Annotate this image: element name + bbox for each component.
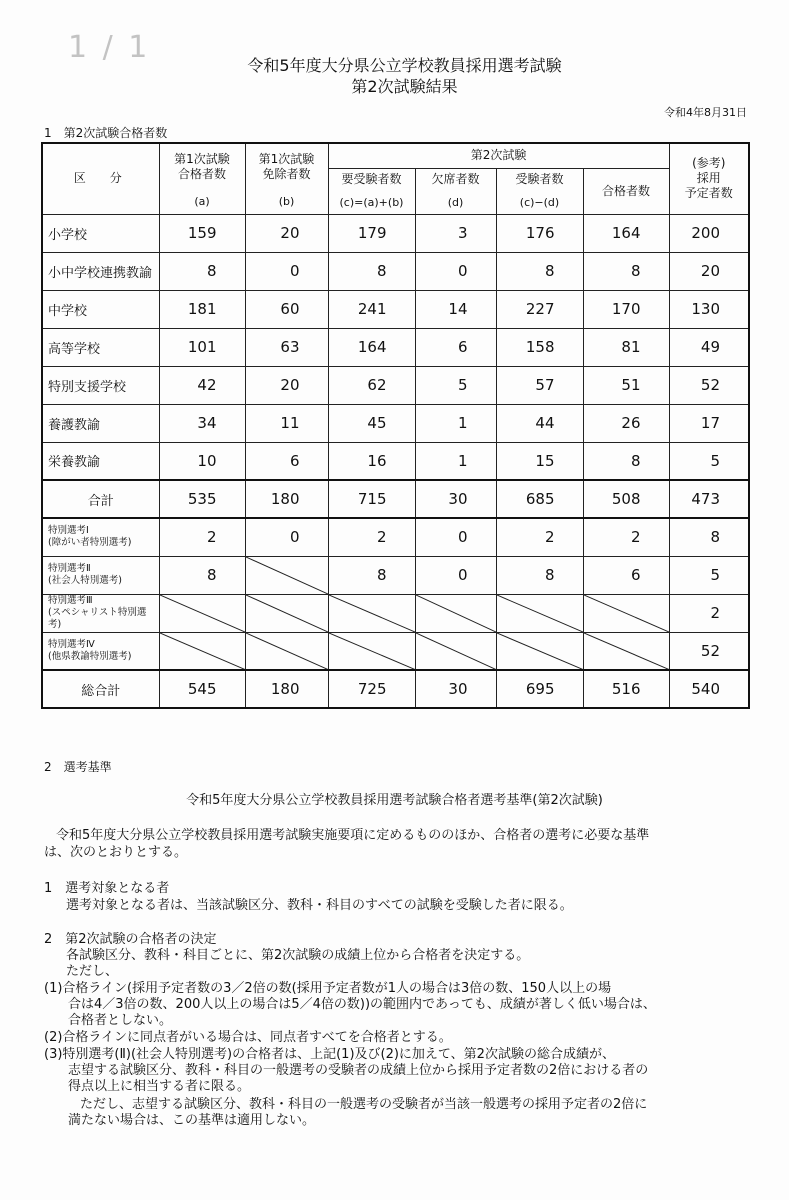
special-name [42,594,159,632]
diagonal-line [416,595,496,632]
cell-d: 3 [415,214,496,252]
cell-b: 0 [245,252,328,290]
item2-tadashi: ただし、 [66,964,119,979]
slash-cell [245,632,328,670]
header-absent-label: 欠席者数 [431,172,480,186]
cell-a: 10 [159,442,245,480]
subtotal-row [42,480,749,518]
diagonal-line [497,595,583,632]
cell-e: 57 [496,366,583,404]
cell-b: 63 [245,328,328,366]
page-counter: 1 / 1 [68,30,151,65]
diagonal-line [160,633,245,670]
cell-e: 8 [496,556,583,594]
slash-cell [415,632,496,670]
sub3-line-2: 志望する試験区分、教科・科目の一般選考の受験者の成績上位から採用予定者数の2倍における者の [68,1063,649,1078]
cell-a: 8 [159,252,245,290]
slash-cell [415,594,496,632]
cell-d: 0 [415,252,496,290]
cell-f: 8 [583,442,669,480]
sub3-line-4: ただし、志望する試験区分、教科・科目の一般選考の受験者が当該一般選考の採用予定者の2倍に [80,1097,648,1112]
cell-a: 2 [159,518,245,556]
header-absent [415,168,496,214]
row-name: 中学校 [42,290,159,328]
slash-cell [328,594,415,632]
header-kubun: 区 分 [42,143,159,214]
cell-b: 11 [245,404,328,442]
sub2-line: (2)合格ラインに同点者がいる場合は、同点者すべてを合格者とする。 [44,1030,452,1045]
cell-f: 2 [583,518,669,556]
item2-heading: 2 第2次試験の合格者の決定 [44,932,217,947]
header-took-sub: (c)−(d) [519,196,560,209]
special-name-main: 特別選考Ⅱ [48,563,91,574]
row-name: 栄養教諭 [42,442,159,480]
header-first-pass-sub: (a) [194,195,210,208]
cell-d: 1 [415,442,496,480]
special-name-note: (他県教諭特別選考) [48,650,132,662]
diagonal-line [246,633,328,670]
header-exempt-label: 第1次試験 免除者数 [258,152,315,181]
special-row [42,518,749,556]
diagonal-line [246,557,328,594]
cell-g: 20 [669,252,749,290]
table-row [42,252,749,290]
cell-f: 508 [583,480,669,518]
sub1-line-2: 合は4／3倍の数、200人以上の場合は5／4倍の数))の範囲内であっても、成績が著しく低い場合は、 [68,997,656,1012]
sub3-line-5: 満たない場合は、この基準は適用しない。 [68,1113,316,1128]
document-date: 令和4年8月31日 [664,106,747,119]
cell-g: 473 [669,480,749,518]
cell-g: 200 [669,214,749,252]
cell-c: 2 [328,518,415,556]
results-table-container [41,142,748,709]
diagonal-line [329,595,415,632]
cell-c: 8 [328,252,415,290]
section1-heading: 1 第2次試験合格者数 [44,126,168,140]
cell-c: 16 [328,442,415,480]
diagonal-line [246,595,328,632]
header-took [496,168,583,214]
header-took-label: 受験者数 [515,172,564,186]
section2-heading: 2 選考基準 [44,760,112,774]
intro-line-1: 令和5年度大分県公立学校教員採用選考試験実施要項に定めるもののほか、合格者の選考に必要な基準 [56,828,650,843]
cell-d: 1 [415,404,496,442]
special-name-note: (障がい者特別選考) [48,537,132,549]
header-second-exam: 第2次試験 [328,143,669,168]
cell-e: 8 [496,252,583,290]
slash-cell [159,594,245,632]
cell-g: 49 [669,328,749,366]
cell-g: 130 [669,290,749,328]
cell-f: 81 [583,328,669,366]
cell-g: 5 [669,442,749,480]
diagonal-line [497,633,583,670]
table-row [42,290,749,328]
header-passed: 合格者数 [583,168,669,214]
cell-f: 26 [583,404,669,442]
sub1-line-3: 合格者としない。 [68,1013,173,1028]
cell-g: 2 [669,594,749,632]
cell-e: 695 [496,670,583,708]
cell-b: 20 [245,214,328,252]
cell-b: 0 [245,518,328,556]
cell-e: 227 [496,290,583,328]
row-name: 養護教諭 [42,404,159,442]
diagonal-line [584,595,669,632]
item1-body: 選考対象となる者は、当該試験区分、教科・科目のすべての試験を受験した者に限る。 [66,898,573,913]
cell-d: 14 [415,290,496,328]
cell-b: 20 [245,366,328,404]
cell-a: 181 [159,290,245,328]
special-name-main: 特別選考Ⅲ [48,595,93,606]
special-name [42,556,159,594]
cell-c: 62 [328,366,415,404]
special-name [42,632,159,670]
cell-g: 17 [669,404,749,442]
cell-g: 540 [669,670,749,708]
subtotal-label: 合計 [42,480,159,518]
item1-heading: 1 選考対象となる者 [44,881,170,896]
cell-a: 101 [159,328,245,366]
cell-a: 34 [159,404,245,442]
diagonal-line [416,633,496,670]
special-row [42,632,749,670]
cell-d: 6 [415,328,496,366]
cell-e: 685 [496,480,583,518]
row-name: 特別支援学校 [42,366,159,404]
special-row [42,594,749,632]
sub1-line-1: (1)合格ライン(採用予定者数の3／2倍の数(採用予定者数が1人の場合は3倍の数、150人以上の場 [44,981,612,996]
cell-f: 6 [583,556,669,594]
row-name: 高等学校 [42,328,159,366]
header-reference: (参考) 採用 予定者数 [669,143,749,214]
cell-b: 180 [245,670,328,708]
item2-body: 各試験区分、教科・科目ごとに、第2次試験の成績上位から合格者を決定する。 [66,948,530,963]
table-row [42,442,749,480]
header-first-pass-label: 第1次試験 合格者数 [174,152,230,181]
header-required-sub: (c)=(a)+(b) [339,196,404,209]
cell-a: 535 [159,480,245,518]
cell-d: 5 [415,366,496,404]
cell-c: 8 [328,556,415,594]
sub3-line-3: 得点以上に相当する者に限る。 [68,1079,251,1094]
slash-cell [496,594,583,632]
cell-e: 2 [496,518,583,556]
cell-g: 52 [669,632,749,670]
slash-cell [583,594,669,632]
cell-a: 545 [159,670,245,708]
cell-c: 45 [328,404,415,442]
table-row [42,404,749,442]
criteria-title: 令和5年度大分県公立学校教員採用選考試験合格者選考基準(第2次試験) [186,793,603,808]
header-exempt-sub: (b) [278,195,295,208]
header-exempt [245,143,328,214]
cell-e: 176 [496,214,583,252]
cell-g: 52 [669,366,749,404]
header-required-label: 要受験者数 [341,172,402,186]
cell-g: 5 [669,556,749,594]
table-row [42,214,749,252]
sub3-line-1: (3)特別選考(Ⅱ)(社会人特別選考)の合格者は、上記(1)及び(2)に加えて、第2次試験の総合成績が、 [44,1047,615,1062]
cell-c: 241 [328,290,415,328]
slash-cell [245,556,328,594]
row-name: 小学校 [42,214,159,252]
total-label: 総合計 [42,670,159,708]
header-required [328,168,415,214]
cell-f: 516 [583,670,669,708]
cell-d: 30 [415,670,496,708]
slash-cell [583,632,669,670]
cell-c: 715 [328,480,415,518]
header-absent-sub: (d) [447,196,464,209]
cell-b: 6 [245,442,328,480]
slash-cell [328,632,415,670]
diagonal-line [160,595,245,632]
diagonal-line [584,633,669,670]
cell-a: 8 [159,556,245,594]
intro-line-2: は、次のとおりとする。 [44,845,188,860]
cell-c: 164 [328,328,415,366]
cell-b: 180 [245,480,328,518]
document-subtitle: 第2次試験結果 [351,77,458,96]
header-first-pass [159,143,245,214]
results-table [41,142,750,709]
cell-c: 179 [328,214,415,252]
diagonal-line [329,633,415,670]
cell-f: 170 [583,290,669,328]
table-row [42,328,749,366]
cell-f: 8 [583,252,669,290]
slash-cell [496,632,583,670]
cell-e: 158 [496,328,583,366]
special-name-note: (スペシャリスト特別選考) [48,607,147,630]
cell-c: 725 [328,670,415,708]
cell-d: 30 [415,480,496,518]
special-name-note: (社会人特別選考) [48,575,122,586]
row-name: 小中学校連携教諭 [42,252,159,290]
total-row [42,670,749,708]
special-name-main: 特別選考Ⅰ [48,525,89,537]
cell-f: 51 [583,366,669,404]
cell-g: 8 [669,518,749,556]
cell-d: 0 [415,518,496,556]
cell-a: 159 [159,214,245,252]
cell-a: 42 [159,366,245,404]
document-title: 令和5年度大分県公立学校教員採用選考試験 [247,56,562,75]
table-row [42,366,749,404]
cell-d: 0 [415,556,496,594]
slash-cell [245,594,328,632]
special-name [42,518,159,556]
special-name-main: 特別選考Ⅳ [48,638,95,650]
special-row [42,556,749,594]
cell-e: 44 [496,404,583,442]
slash-cell [159,632,245,670]
cell-f: 164 [583,214,669,252]
cell-b: 60 [245,290,328,328]
cell-e: 15 [496,442,583,480]
